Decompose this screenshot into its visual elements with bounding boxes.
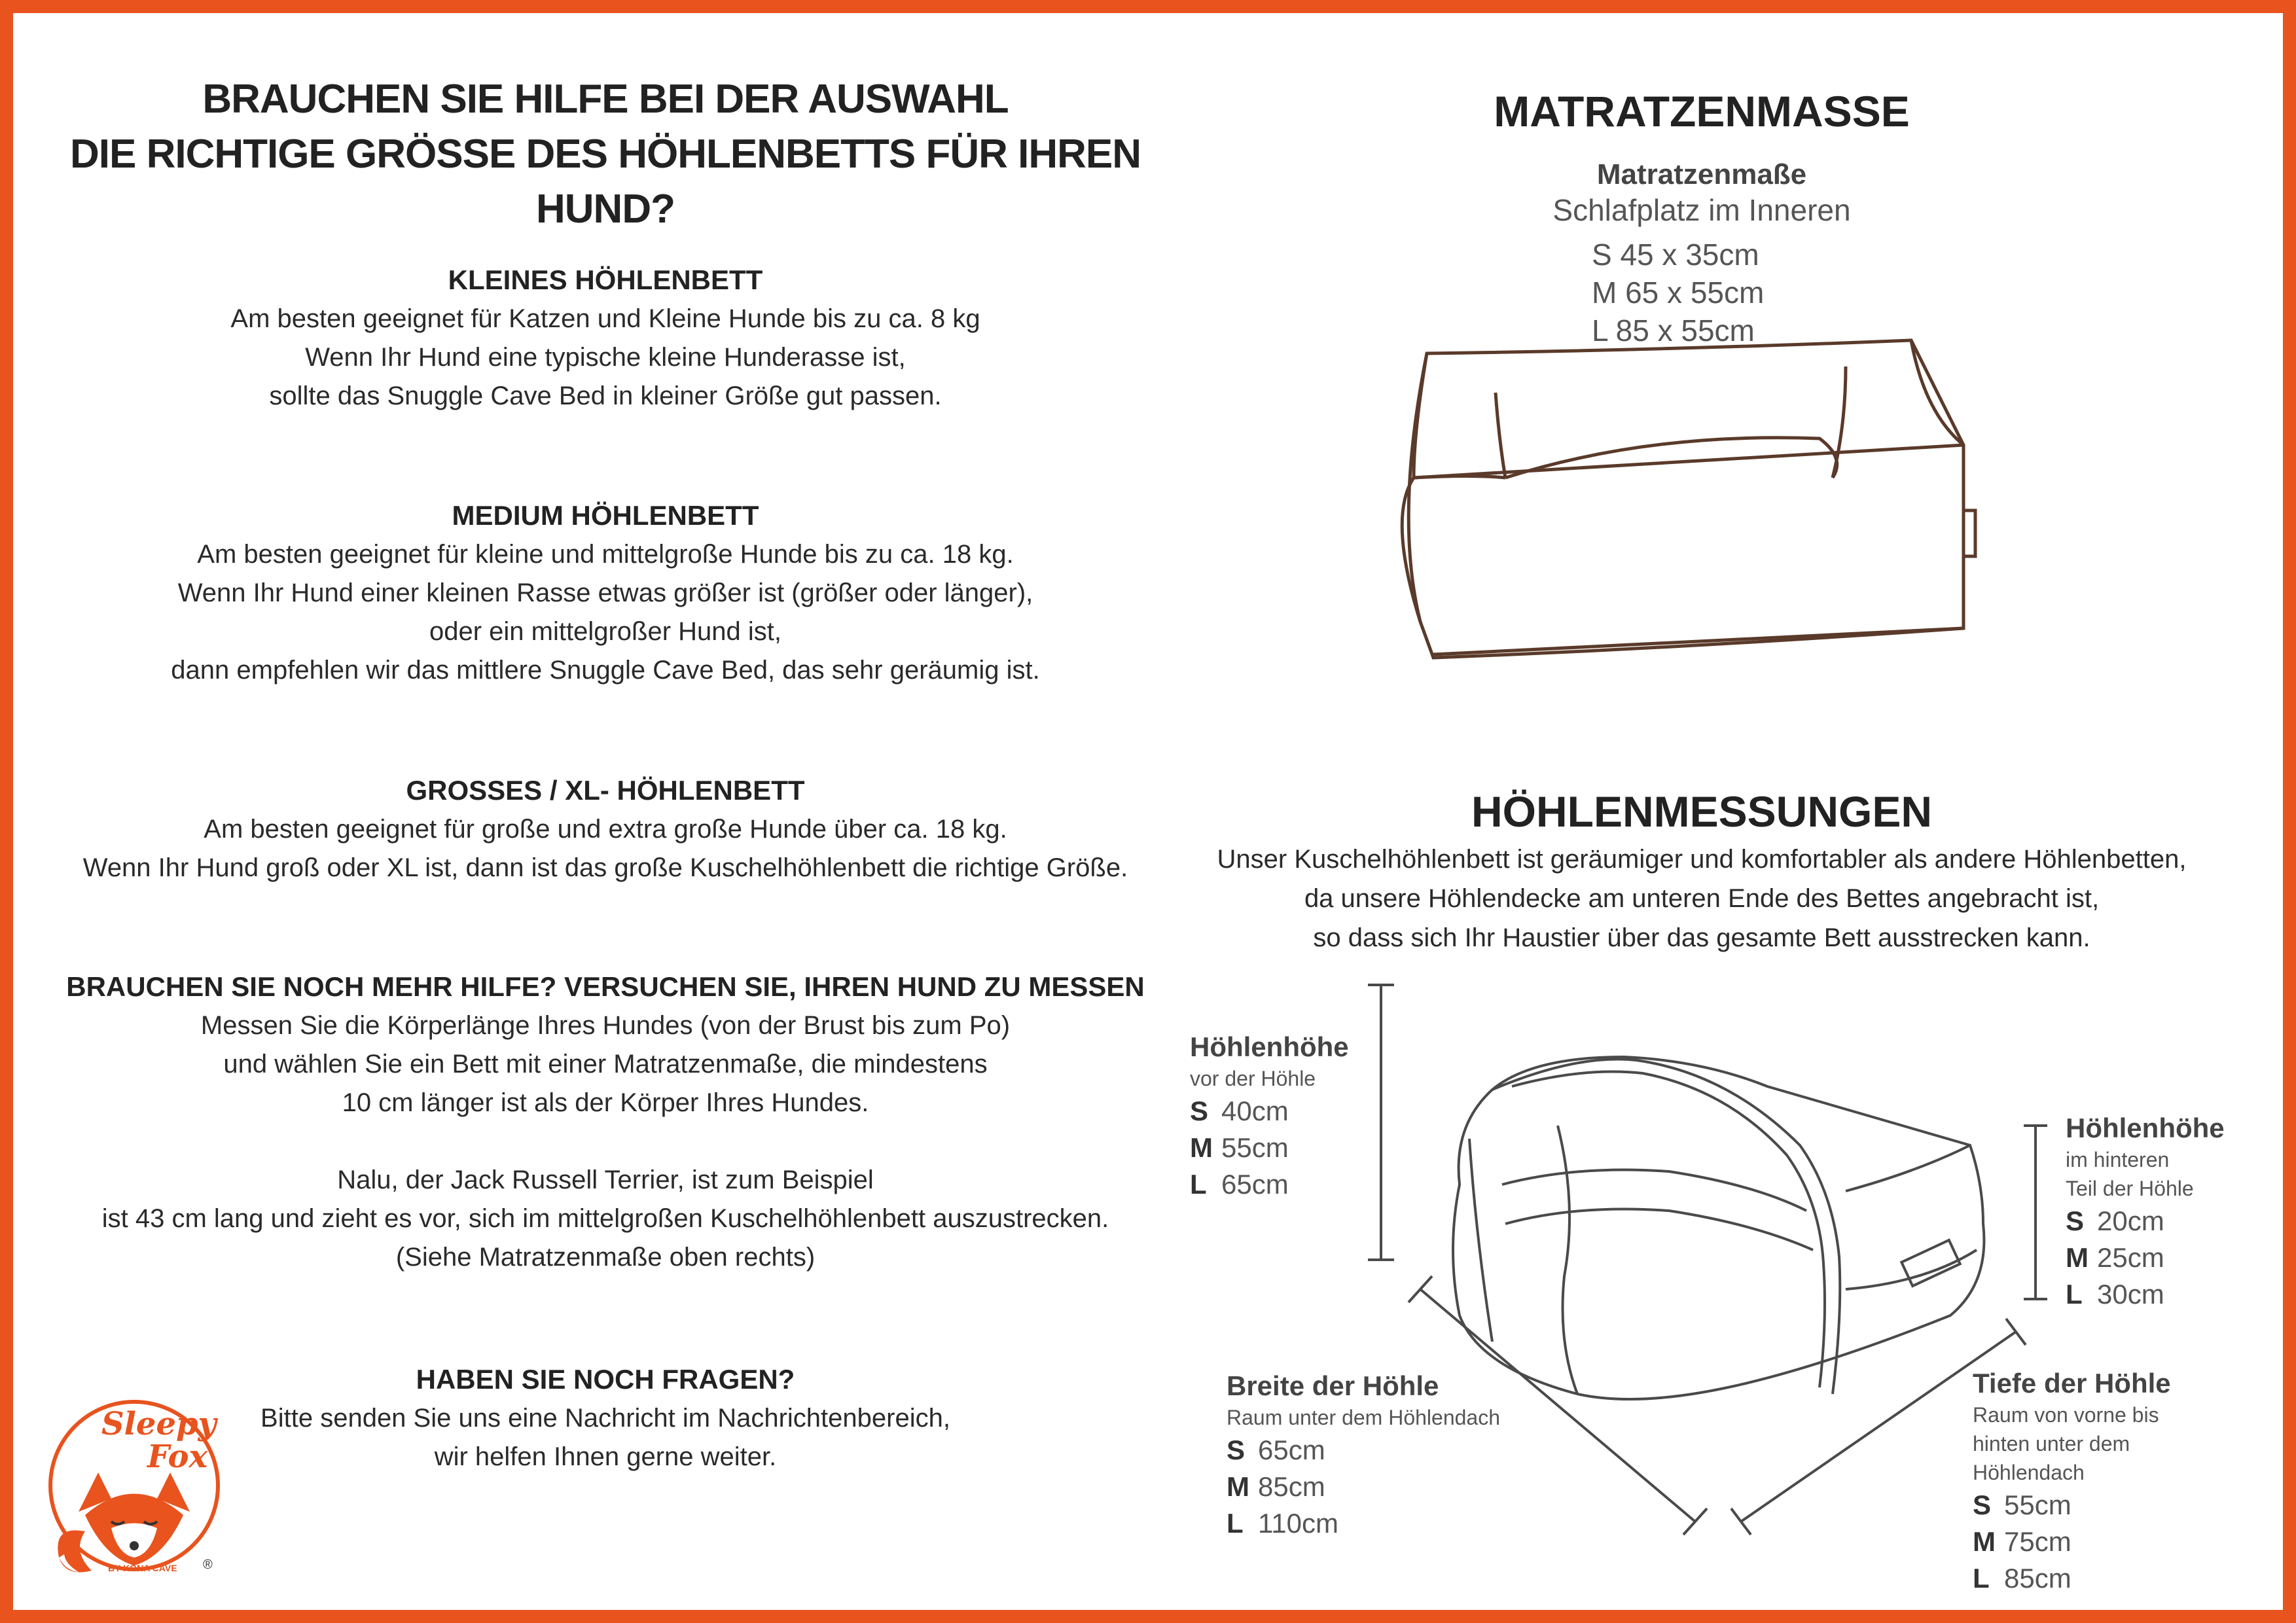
size-key: M [1190, 1132, 1213, 1163]
section-heading: GROSSES / XL- HÖHLENBETT [406, 775, 805, 806]
size-key: L [1227, 1508, 1244, 1539]
rear-height-l [2066, 1276, 2288, 1313]
size-value: 20cm [2097, 1205, 2164, 1236]
section-line: und wählen Sie ein Bett mit einer Matratzenmaße, die mindestens [223, 1050, 988, 1079]
logo-text-line-1: Sleepy [101, 1406, 217, 1442]
front-height-sub: vor der Höhle [1190, 1067, 1316, 1090]
cave-desc-line: da unsere Höhlendecke am unteren Ende des Bettes angebracht ist, [1304, 884, 2100, 913]
size-value: 55cm [1221, 1132, 1289, 1163]
cave-desc-line: so dass sich Ihr Haustier über das gesamte Bett ausstrecken kann. [1313, 923, 2090, 952]
sleepy-fox-logo [46, 1394, 229, 1590]
section-line: ist 43 cm lang und zieht es vor, sich im mittelgroßen Kuschelhöhlenbett auszustrecken. [101, 1204, 1109, 1233]
section-heading: BRAUCHEN SIE NOCH MEHR HILFE? VERSUCHEN SIE, IHREN HUND ZU MESSEN [66, 971, 1145, 1002]
mattress-size-l: L 85 x 55cm [1592, 313, 1755, 348]
cave-desc-line: Unser Kuschelhöhlenbett ist geräumiger und komfortabler als andere Höhlenbetten, [1217, 845, 2187, 874]
size-key: S [2066, 1205, 2085, 1236]
size-value: 65cm [1258, 1435, 1325, 1465]
section-heading: KLEINES HÖHLENBETT [448, 264, 763, 295]
size-key: M [1973, 1526, 1996, 1557]
section-small [39, 260, 1172, 416]
cave-description [1165, 840, 2238, 957]
size-value: 85cm [1258, 1471, 1325, 1502]
section-line: 10 cm länger ist als der Körper Ihres Hundes. [342, 1088, 869, 1117]
section-spacer [39, 1122, 1172, 1161]
cave-bed-illustration [1361, 975, 2068, 1538]
size-key: M [2066, 1242, 2089, 1273]
section-line: dann empfehlen wir das mittlere Snuggle Cave Bed, das sehr geräumig ist. [171, 656, 1040, 685]
size-key: M [1227, 1471, 1249, 1502]
mattress-description: Schlafplatz im Inneren [1552, 193, 1851, 227]
size-key: S [1190, 1096, 1209, 1126]
size-value: 110cm [1258, 1508, 1338, 1539]
mattress-size-m: M 65 x 55cm [1592, 276, 1765, 310]
section-measure [39, 967, 1172, 1277]
size-value: 55cm [2004, 1489, 2072, 1520]
section-line: Nalu, der Jack Russell Terrier, ist zum Beispiel [337, 1166, 874, 1194]
cave-depth-sub: Raum von vorne bis [1973, 1403, 2159, 1427]
size-key: L [2066, 1279, 2083, 1310]
section-line: Wenn Ihr Hund groß oder XL ist, dann ist das große Kuschelhöhlenbett die richtige Größe. [82, 853, 1128, 882]
rear-height-sub: im hinteren [2066, 1148, 2170, 1171]
section-line: Am besten geeignet für große und extra große Hunde über ca. 18 kg. [204, 815, 1007, 844]
cave-width-sub: Raum unter dem Höhlendach [1227, 1406, 1501, 1429]
mattress-bed-illustration [1374, 321, 2003, 687]
mattress-subtitle-block [1473, 158, 1931, 229]
size-key: L [1190, 1169, 1207, 1200]
size-value: 40cm [1221, 1096, 1289, 1126]
size-value: 75cm [2004, 1526, 2072, 1557]
main-title [39, 72, 1172, 237]
size-key: L [1973, 1563, 1990, 1594]
section-line: wir helfen Ihnen gerne weiter. [434, 1442, 777, 1471]
rear-height-s [2066, 1203, 2288, 1240]
main-title-line-1: BRAUCHEN SIE HILFE BEI DER AUSWAHL [202, 77, 1009, 122]
main-title-line-2: DIE RICHTIGE GRÖSSE DES HÖHLENBETTS FÜR IHREN HUND? [69, 132, 1141, 232]
section-medium [39, 496, 1172, 690]
size-value: 30cm [2097, 1279, 2164, 1310]
section-heading: HABEN SIE NOCH FRAGEN? [416, 1364, 795, 1395]
mattress-size-s: S 45 x 35cm [1592, 238, 1759, 272]
size-value: 85cm [2004, 1563, 2072, 1594]
section-large [39, 771, 1172, 887]
front-height-title: Höhlenhöhe [1190, 1031, 1349, 1062]
rear-height-title: Höhlenhöhe [2066, 1113, 2225, 1143]
section-line: Am besten geeignet für kleine und mittelgroße Hunde bis zu ca. 18 kg. [197, 540, 1014, 569]
section-line: Wenn Ihr Hund eine typische kleine Hunderasse ist, [305, 343, 906, 372]
rear-height-block [2066, 1111, 2288, 1313]
registered-mark: ® [203, 1558, 213, 1572]
size-key: S [1227, 1435, 1246, 1465]
logo-text-line-2: Fox [147, 1438, 208, 1475]
section-line: (Siehe Matratzenmaße oben rechts) [395, 1243, 816, 1272]
section-line: sollte das Snuggle Cave Bed in kleiner Größe gut passen. [269, 382, 942, 410]
section-line: Messen Sie die Körperlänge Ihres Hundes (von der Brust bis zum Po) [200, 1011, 1011, 1040]
section-line: Wenn Ihr Hund einer kleinen Rasse etwas größer ist (größer oder länger), [177, 579, 1033, 607]
section-line: Am besten geeignet für Katzen und Kleine Hunde bis zu ca. 8 kg [230, 304, 980, 333]
rear-height-sub: Teil der Höhle [2066, 1177, 2194, 1200]
cave-width-title: Breite der Höhle [1227, 1370, 1439, 1401]
cave-depth-l [1973, 1560, 2261, 1597]
size-value: 25cm [2097, 1242, 2164, 1273]
section-line: oder ein mittelgroßer Hund ist, [429, 617, 781, 646]
size-value: 65cm [1221, 1169, 1289, 1200]
size-key: S [1973, 1489, 1992, 1520]
logo-tagline: BY KONA CAVE [108, 1563, 177, 1573]
cave-depth-sub: Höhlendach [1973, 1461, 2085, 1484]
cave-title: HÖHLENMESSUNGEN [1471, 787, 1933, 836]
rear-height-m [2066, 1240, 2288, 1276]
cave-depth-title: Tiefe der Höhle [1973, 1368, 2171, 1399]
mattress-subtitle: Matratzenmaße [1596, 158, 1807, 190]
section-line: Bitte senden Sie uns eine Nachricht im Nachrichtenbereich, [260, 1404, 950, 1433]
section-heading: MEDIUM HÖHLENBETT [452, 500, 759, 531]
mattress-title: MATRATZENMASSE [1494, 87, 1910, 135]
cave-depth-sub: hinten unter dem [1973, 1432, 2130, 1455]
